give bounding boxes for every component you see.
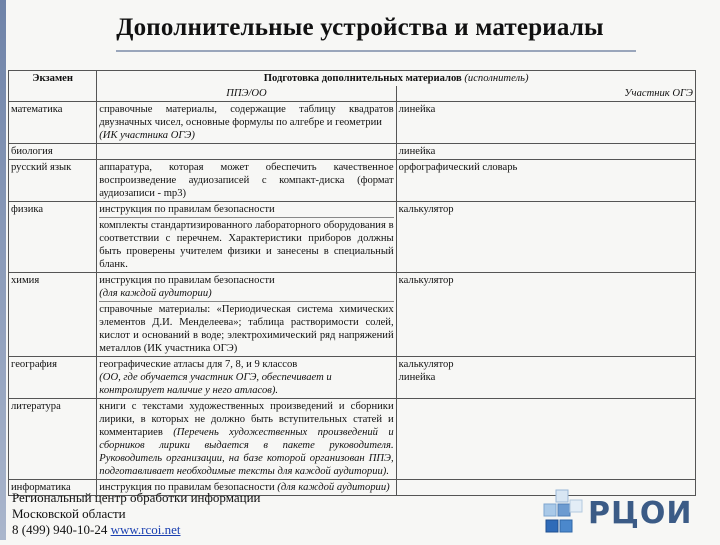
header-exam: Экзамен: [9, 71, 97, 102]
materials-text: справочные материалы, содержащие таблицу квадратов двузначных чисел, основные формулы по алгебре и геометрии: [99, 104, 394, 128]
participant-item: калькулятор: [398, 359, 454, 370]
footer-org-line2: Московской области: [12, 506, 126, 521]
logo-text: РЦОИ: [588, 496, 693, 531]
header-materials: [97, 71, 696, 87]
header-org: ППЭ/ОО: [97, 86, 396, 102]
materials-cell: [97, 273, 396, 357]
exam-cell: информатика: [9, 480, 97, 496]
materials-table: [8, 70, 696, 496]
footer-contacts: [12, 522, 261, 538]
header-materials-label: Подготовка дополнительных материалов: [263, 73, 462, 84]
footer-website-link[interactable]: www.rcoi.net: [110, 522, 181, 537]
left-decorative-band: [0, 0, 6, 540]
materials-cell: [97, 144, 396, 160]
participant-cell: линейка: [396, 144, 695, 160]
table-row: [9, 399, 696, 480]
header-materials-note: (исполнитель): [464, 73, 529, 84]
participant-cell: [396, 357, 695, 399]
materials-cell: [97, 102, 396, 144]
participant-cell: линейка: [396, 102, 695, 144]
footer-phone: 8 (499) 940-10-24: [12, 522, 108, 537]
table-row: [9, 273, 696, 357]
participant-cell: калькулятор: [396, 273, 695, 357]
materials-cell: аппаратура, которая может обеспечить качественное воспроизведение аудиозаписей с компакт-диска (формат аудиозаписи - mp3): [97, 160, 396, 202]
materials-text: инструкция по правилам безопасности: [99, 275, 275, 286]
table-row: [9, 202, 696, 273]
materials-text: справочные материалы: «Периодическая система химических элементов Д.И. Менделеева»; таблица растворимости солей, кислот и оснований в воде; электрохимический ряд напряжений металлов (ИК участника ОГЭ): [99, 301, 393, 355]
exam-cell: математика: [9, 102, 97, 144]
header-participant: Участник ОГЭ: [396, 86, 695, 102]
participant-cell: калькулятор: [396, 202, 695, 273]
exam-cell: биология: [9, 144, 97, 160]
rcoi-logo: [540, 488, 693, 540]
cubes-logo-icon: [540, 488, 586, 540]
materials-text: географические атласы для 7, 8, и 9 классов: [99, 359, 298, 370]
title-underline: [116, 50, 636, 52]
materials-text: инструкция по правилам безопасности: [99, 482, 275, 493]
exam-cell: физика: [9, 202, 97, 273]
materials-text: инструкция по правилам безопасности: [99, 204, 275, 215]
table-row: [9, 102, 696, 144]
materials-note: (ОО, где обучается участник ОГЭ, обеспечивает и контролирует наличие у него атласов).: [99, 372, 332, 396]
participant-cell: [396, 399, 695, 480]
exam-cell: география: [9, 357, 97, 399]
materials-note: (ИК участника ОГЭ): [99, 130, 195, 141]
materials-cell: [97, 202, 396, 273]
participant-cell: орфографический словарь: [396, 160, 695, 202]
page-title: Дополнительные устройства и материалы: [116, 14, 604, 41]
footer-org-line1: Региональный центр обработки информации: [12, 490, 261, 505]
table-row: [9, 144, 696, 160]
materials-cell: [97, 357, 396, 399]
table-subheader-row: [9, 86, 696, 102]
table-header-row: [9, 71, 696, 87]
exam-cell: химия: [9, 273, 97, 357]
materials-text: комплекты стандартизированного лабораторного оборудования в соответствии с перечнем. Характеристики приборов должны быть проверены учителем физики и занесены в специальный бланк.: [99, 217, 393, 271]
materials-note: (Перечень художественных произведений и сборников лирики выдается в пакете руководителя. Руководитель организации, на базе которой организован ППЭ, подготавливает необходимые тексты для каждой аудитории).: [99, 427, 394, 477]
table-row: [9, 160, 696, 202]
footer-organization: [12, 490, 261, 538]
materials-cell: [97, 399, 396, 480]
participant-item: линейка: [398, 372, 436, 383]
materials-note: (для каждой аудитории): [277, 482, 390, 493]
materials-text: книги с текстами художественных произведений и сборники лирики, в которых не должно быть вступительных статей и комментариев: [99, 401, 394, 438]
table-row: [9, 357, 696, 399]
materials-note: (для каждой аудитории): [99, 288, 212, 299]
exam-cell: литература: [9, 399, 97, 480]
exam-cell: русский язык: [9, 160, 97, 202]
